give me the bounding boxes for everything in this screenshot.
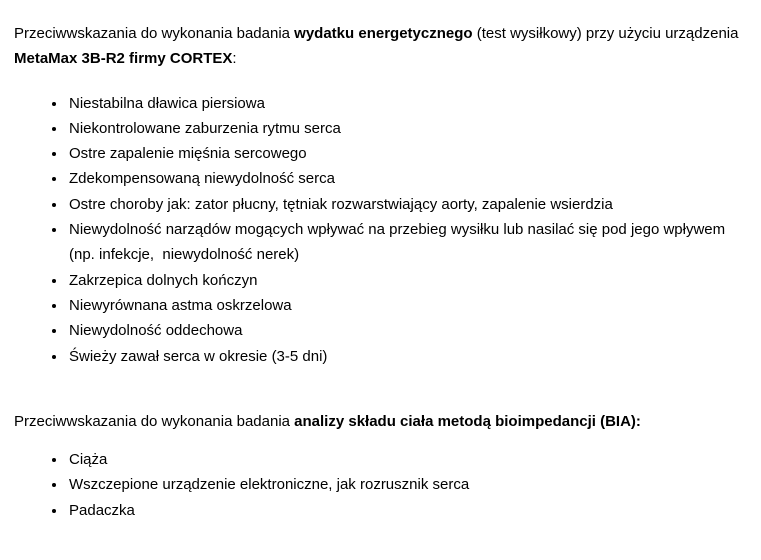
list-item: • Ostre choroby jak: zator płucny, tętniak rozwarstwiający aorty, zapalenie wsierdzia (67, 192, 748, 217)
intro-text-run: : (232, 50, 237, 68)
intro-text-run: Przeciwwskazania do wykonania badania (14, 412, 295, 430)
list-item: • Ostre zapalenie mięśnia sercowego (67, 141, 748, 166)
list-item: • Niewydolność narządów mogących wpływać na przebieg wysiłku lub nasilać się pod jego wpływem (np. infekcje, niewydolność nerek) (67, 217, 748, 268)
list-item: • Wszczepione urządzenie elektroniczne, jak rozrusznik serca (67, 472, 748, 497)
list-item: • Zakrzepica dolnych kończyn (67, 268, 748, 293)
list-item: • Niewyrównana astma oskrzelowa (67, 293, 748, 318)
contraindications-list (14, 91, 748, 369)
list-item: • Niewydolność oddechowa (67, 318, 748, 343)
list-item: • Padaczka (67, 498, 748, 523)
intro-text-run: Przeciwwskazania do wykonania badania (14, 25, 295, 42)
contraindications-section (14, 409, 748, 523)
section-intro-paragraph (14, 409, 748, 434)
list-item: • Ciąża (67, 447, 748, 472)
document-sections (14, 21, 748, 523)
intro-bold-run: wydatku energetycznego (294, 25, 473, 42)
intro-bold-run: MetaMax 3B-R2 firmy CORTEX (14, 50, 233, 68)
list-item: • Świeży zawał serca w okresie (3-5 dni) (67, 344, 748, 369)
intro-bold-run: analizy składu ciała metodą bioimpedancji (BIA): (294, 412, 641, 430)
contraindications-list (14, 447, 748, 523)
section-intro-paragraph (14, 21, 748, 72)
list-item: • Niekontrolowane zaburzenia rytmu serca (67, 116, 748, 141)
list-item: • Zdekompensowaną niewydolność serca (67, 166, 748, 191)
intro-text-run: (test wysiłkowy) przy użyciu urządzenia (472, 25, 743, 42)
list-item: • Niestabilna dławica piersiowa (67, 91, 748, 116)
contraindications-section (14, 21, 748, 369)
